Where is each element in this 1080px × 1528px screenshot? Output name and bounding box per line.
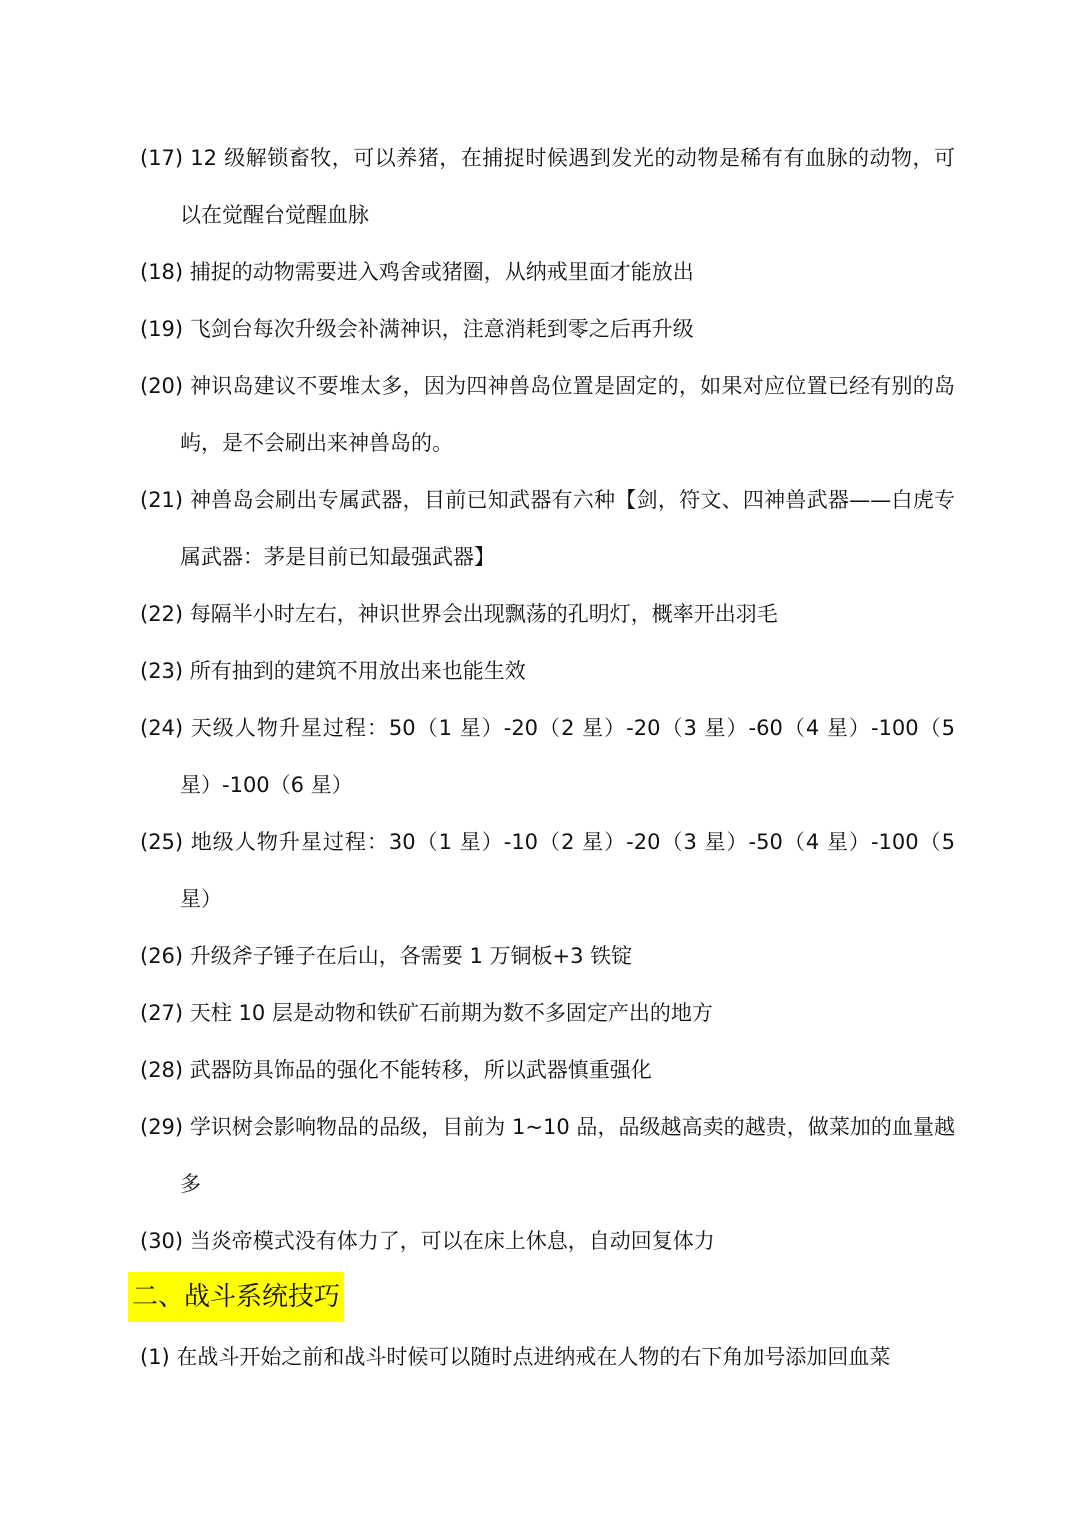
list-item: (25) 地级人物升星过程：30（1 星）-10（2 星）-20（3 星）-50（4 星）-100（5 星） xyxy=(140,830,955,911)
list-item: (27) 天柱 10 层是动物和铁矿石前期为数不多固定产出的地方 xyxy=(140,1001,713,1025)
list-item: (28) 武器防具饰品的强化不能转移，所以武器慎重强化 xyxy=(140,1058,652,1082)
list-item: (21) 神兽岛会刷出专属武器，目前已知武器有六种【剑，符文、四神兽武器——白虎专属武器：茅是目前已知最强武器】 xyxy=(140,488,955,569)
list-item: (17) 12 级解锁畜牧，可以养猪，在捕捉时候遇到发光的动物是稀有有血脉的动物，可以在觉醒台觉醒血脉 xyxy=(140,146,955,227)
section-title: 二、战斗系统技巧 xyxy=(128,1272,344,1322)
list-item: (20) 神识岛建议不要堆太多，因为四神兽岛位置是固定的，如果对应位置已经有别的岛屿，是不会刷出来神兽岛的。 xyxy=(140,374,955,455)
list-item: (30) 当炎帝模式没有体力了，可以在床上休息，自动回复体力 xyxy=(140,1229,715,1253)
section-heading xyxy=(128,1272,955,1325)
list-item: (23) 所有抽到的建筑不用放出来也能生效 xyxy=(140,659,526,683)
list-item: (19) 飞剑台每次升级会补满神识，注意消耗到零之后再升级 xyxy=(140,317,694,341)
list-item: (22) 每隔半小时左右，神识世界会出现飘荡的孔明灯，概率开出羽毛 xyxy=(140,602,778,626)
document-content xyxy=(132,130,955,1386)
list-item: (24) 天级人物升星过程：50（1 星）-20（2 星）-20（3 星）-60（4 星）-100（5 星）-100（6 星） xyxy=(140,716,955,797)
list-item: (18) 捕捉的动物需要进入鸡舍或猪圈，从纳戒里面才能放出 xyxy=(140,260,694,284)
section-list-item: (1) 在战斗开始之前和战斗时候可以随时点进纳戒在人物的右下角加号添加回血菜 xyxy=(140,1345,891,1369)
list-item: (26) 升级斧子锤子在后山，各需要 1 万铜板+3 铁锭 xyxy=(140,944,633,968)
list-item: (29) 学识树会影响物品的品级，目前为 1~10 品，品级越高卖的越贵，做菜加的血量越多 xyxy=(140,1115,955,1196)
